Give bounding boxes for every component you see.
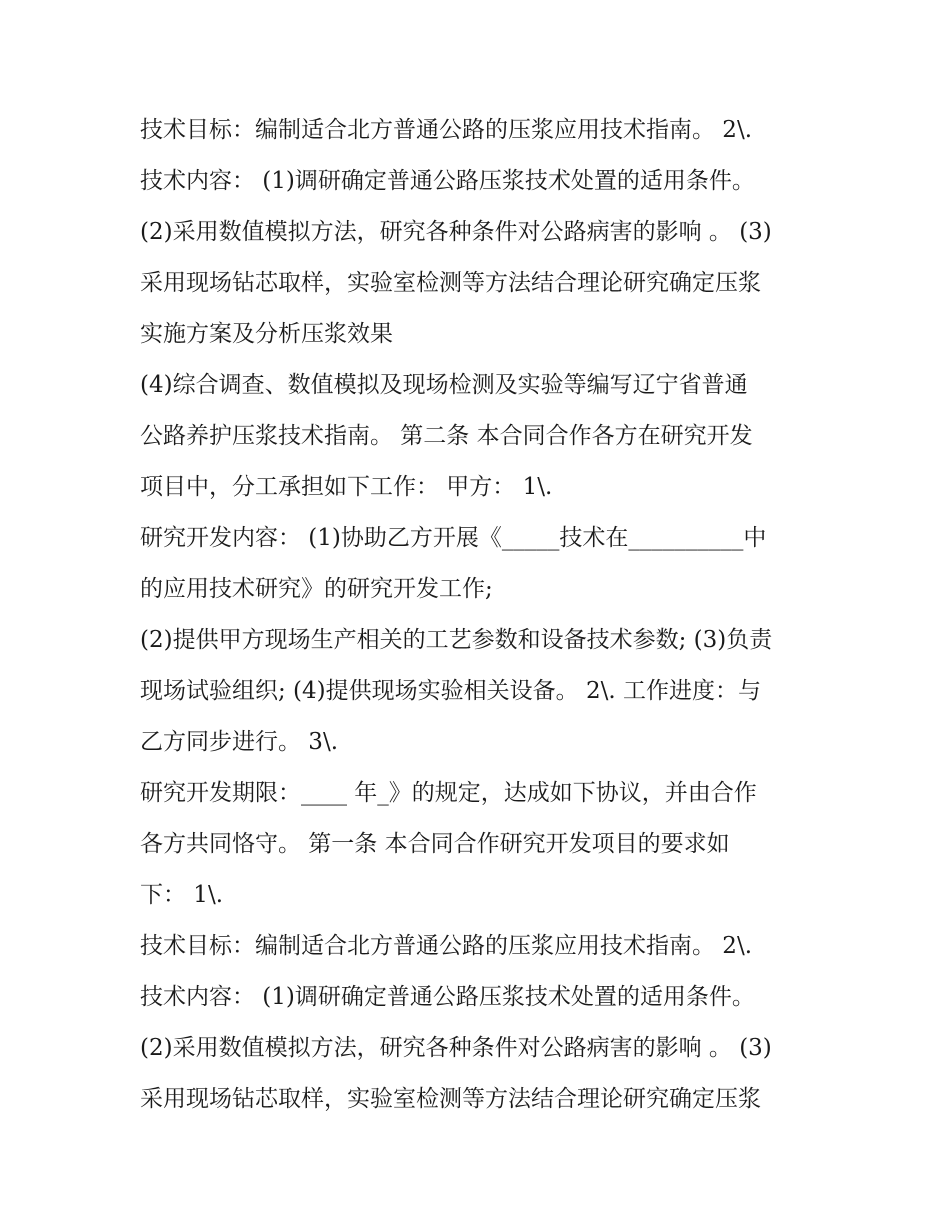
text-line: 研究开发内容： (1)协助乙方开展《_____技术在__________中 xyxy=(140,525,767,551)
text-line: (2)提供甲方现场生产相关的工艺参数和设备技术参数; (3)负责 xyxy=(140,627,773,653)
text-line: 技术目标：编制适合北方普通公路的压浆应用技术指南。 2\. xyxy=(140,117,753,143)
text-line: 公路养护压浆技术指南。 第二条 本合同合作各方在研究开发 xyxy=(140,423,753,449)
text-line: 技术内容： (1)调研确定普通公路压浆技术处置的适用条件。 xyxy=(140,984,755,1010)
text-line: (2)采用数值模拟方法，研究各种条件对公路病害的影响 。 (3) xyxy=(140,1035,772,1061)
text-line: 实施方案及分析压浆效果 xyxy=(140,321,393,347)
text-line: 项目中，分工承担如下工作： 甲方： 1\. xyxy=(140,474,553,500)
contract-text xyxy=(140,112,820,1132)
text-line: 乙方同步进行。 3\. xyxy=(140,729,339,755)
text-line: 采用现场钻芯取样，实验室检测等方法结合理论研究确定压浆 xyxy=(140,270,761,296)
text-line: 的应用技术研究》的研究开发工作; xyxy=(140,576,493,602)
text-line: 各方共同恪守。 第一条 本合同合作研究开发项目的要求如 xyxy=(140,831,730,857)
text-line: 采用现场钻芯取样，实验室检测等方法结合理论研究确定压浆 xyxy=(140,1086,761,1112)
text-line: (4)综合调查、数值模拟及现场检测及实验等编写辽宁省普通 xyxy=(140,372,748,398)
text-line: 技术目标：编制适合北方普通公路的压浆应用技术指南。 2\. xyxy=(140,933,753,959)
text-line: 现场试验组织; (4)提供现场实验相关设备。 2\. 工作进度：与 xyxy=(140,678,761,704)
text-line: 技术内容： (1)调研确定普通公路压浆技术处置的适用条件。 xyxy=(140,168,755,194)
text-line: 研究开发期限：____ 年_》的规定，达成如下协议，并由合作 xyxy=(140,780,757,806)
text-line: (2)采用数值模拟方法，研究各种条件对公路病害的影响 。 (3) xyxy=(140,219,772,245)
text-line: 下： 1\. xyxy=(140,882,224,908)
